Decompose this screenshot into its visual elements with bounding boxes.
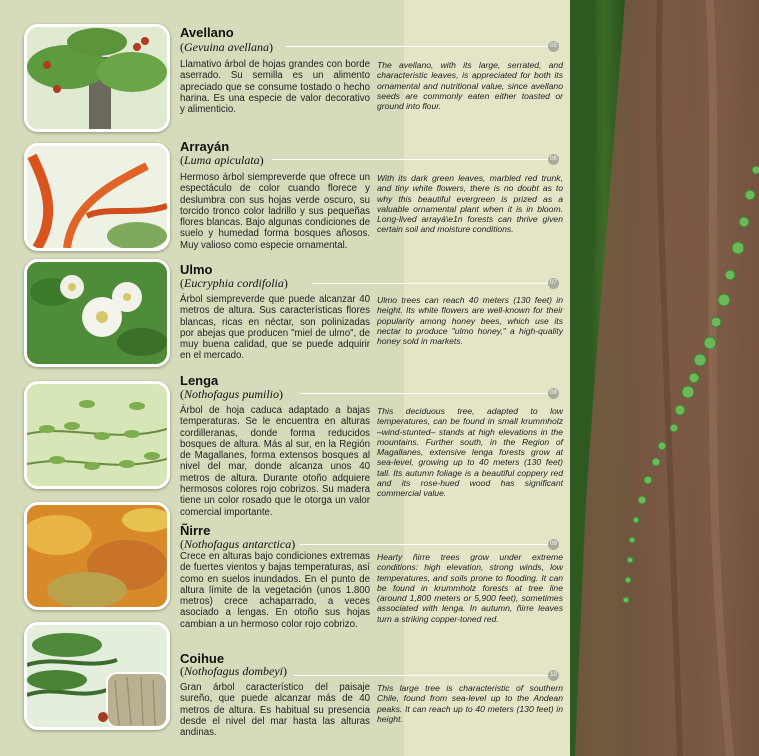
scientific-name-text: Nothofagus antarctica (184, 537, 292, 551)
species-number-badge: 08 (548, 388, 559, 399)
english-description: The avellano, with its large, serrated, and characteristic leaves, is appreciated for both its ornamental and nutritional value, since avellano seeds are commonly eaten either toasted or ground into flour. (377, 60, 563, 112)
scientific-name: (Nothofagus pumilio) (180, 387, 284, 401)
divider-line (312, 283, 548, 284)
scientific-name-text: Luma apiculata (184, 153, 260, 167)
coihue-thumbnail (24, 622, 170, 730)
divider-line (272, 159, 548, 160)
english-description: Ulmo trees can reach 40 meters (130 feet) in height. Its white flowers are well-known for their popularity among honey bees, which use its nectar to produce "ulmo honey," a high-quality honey sold in markets. (377, 295, 563, 347)
scientific-name-text: Nothofagus pumilio (184, 387, 280, 401)
english-description: Hearty ñirre trees grow under extreme conditions: high elevation, strong winds, low temperatures, and soils prone to flooding. It can be found in krummholz forests at tree line (around 1,800 meters or 5,900 feet), sometimes associated with lenga. In autumn, ñirre leaves turn a striking copper-toned red. (377, 552, 563, 624)
species-name: Arrayán (180, 139, 230, 154)
avellano-thumbnail (24, 24, 170, 132)
tree-trunk-photo (570, 0, 759, 756)
divider-line (294, 675, 548, 676)
species-name: Coihue (180, 651, 225, 666)
spanish-description: Árbol de hoja caduca adaptado a bajas temperaturas. Se le encuentra en alturas cordilleranas, donde forma reducidos bosques de altura. Más al sur, en la Región de Magallanes, forma extensos bosques al nivel del mar, donde alcanza unos 40 metros de altura. Durante otoño adquiere hermosos colores rojo cobrizos. Su madera tiene un color rosado que le otorga un valor comercial importante. (180, 405, 370, 518)
species-name: Avellano (180, 25, 234, 40)
species-name: Ñirre (180, 523, 211, 538)
species-number-badge: 07 (548, 278, 559, 289)
species-number-badge: 10 (548, 670, 559, 681)
species-number-badge: 06 (548, 154, 559, 165)
species-name: Lenga (180, 373, 219, 388)
nirre-thumbnail (24, 502, 170, 610)
arrayan-thumbnail (24, 143, 170, 251)
english-column-background (404, 0, 570, 756)
spanish-description: Hermoso árbol siempreverde que ofrece un espectáculo de color cuando florece y deslumbra con sus hojas verde oscuro, su torcido tronco color ladrillo y sus pequeñas flores blancas. Bajo algunas condiciones de suelo y humedad forma bosques añosos. Muy valioso como especie ornamental. (180, 172, 370, 251)
spanish-description: Llamativo árbol de hojas grandes con borde aserrado. Su semilla es un alimento apreciado que se consume tostado o hecho harina. Es una especie de valor decorativo y alimenticio. (180, 59, 370, 116)
species-name: Ulmo (180, 262, 213, 277)
species-number-badge: 05 (548, 41, 559, 52)
scientific-name-text: Gevuina avellana (184, 40, 269, 54)
spanish-description: Árbol siempreverde que puede alcanzar 40 metros de altura. Sus características flores blancas, ricas en néctar, son polinizadas por abejas que producen "miel de ulmo", de muy buena calidad, que se puede adquirir en el mercado. (180, 294, 370, 362)
scientific-name: (Luma apiculata) (180, 153, 264, 167)
english-description: With its dark green leaves, marbled red trunk, and tiny white flowers, there is no doubt as to why this beautiful evergreen is prized as a valuable ornamental plant when it is in bloom. Long-lived arrayá\e1n forests can thrive given certain soil and moisture conditions. (377, 173, 563, 235)
spanish-description: Crece en alturas bajo condiciones extremas de fuertes vientos y bajas temperaturas, así como en suelos inundados. En el punto de altura límite de la vegetación (unos 1.800 metros) crece achaparrado, a veces asociado a lengas. En otoño sus hojas cambian a un hermoso color rojo cobrizo. (180, 551, 370, 630)
divider-line (300, 544, 548, 545)
divider-line (300, 393, 548, 394)
scientific-name: (Gevuina avellana) (180, 40, 273, 54)
scientific-name: (Nothofagus dombeyi) (180, 664, 287, 678)
lenga-thumbnail (24, 381, 170, 489)
divider-line (286, 46, 548, 47)
ulmo-thumbnail (24, 259, 170, 367)
scientific-name-text: Eucryphia cordifolia (184, 276, 284, 290)
spanish-description: Gran árbol característico del paisaje sureño, que puede alcanzar más de 40 metros de altura. Es habitual su presencia desde el nivel del mar hasta las alturas andinas. (180, 682, 370, 739)
scientific-name: (Nothofagus antarctica) (180, 537, 296, 551)
scientific-name-text: Nothofagus dombeyi (184, 664, 283, 678)
trunk-vine-illustration (570, 0, 759, 756)
english-description: This large tree is characteristic of southern Chile, found from sea-level up to the Andean peaks. It can reach up to 40 meters (130 feet) in height. (377, 683, 563, 724)
species-number-badge: 09 (548, 539, 559, 550)
scientific-name: (Eucryphia cordifolia) (180, 276, 288, 290)
english-description: This deciduous tree, adapted to low temperatures, can be found in small krummholz –wind-stunted– stands at high elevations in the mountains. Further south, in the Region of Magallanes, extensive lenga forests grow at sea-level, growing up to 40 meters (130 feet) tall. Its autumn foliage is a beautiful coppery red and its rose-hued wood has significant commercial value. (377, 406, 563, 499)
